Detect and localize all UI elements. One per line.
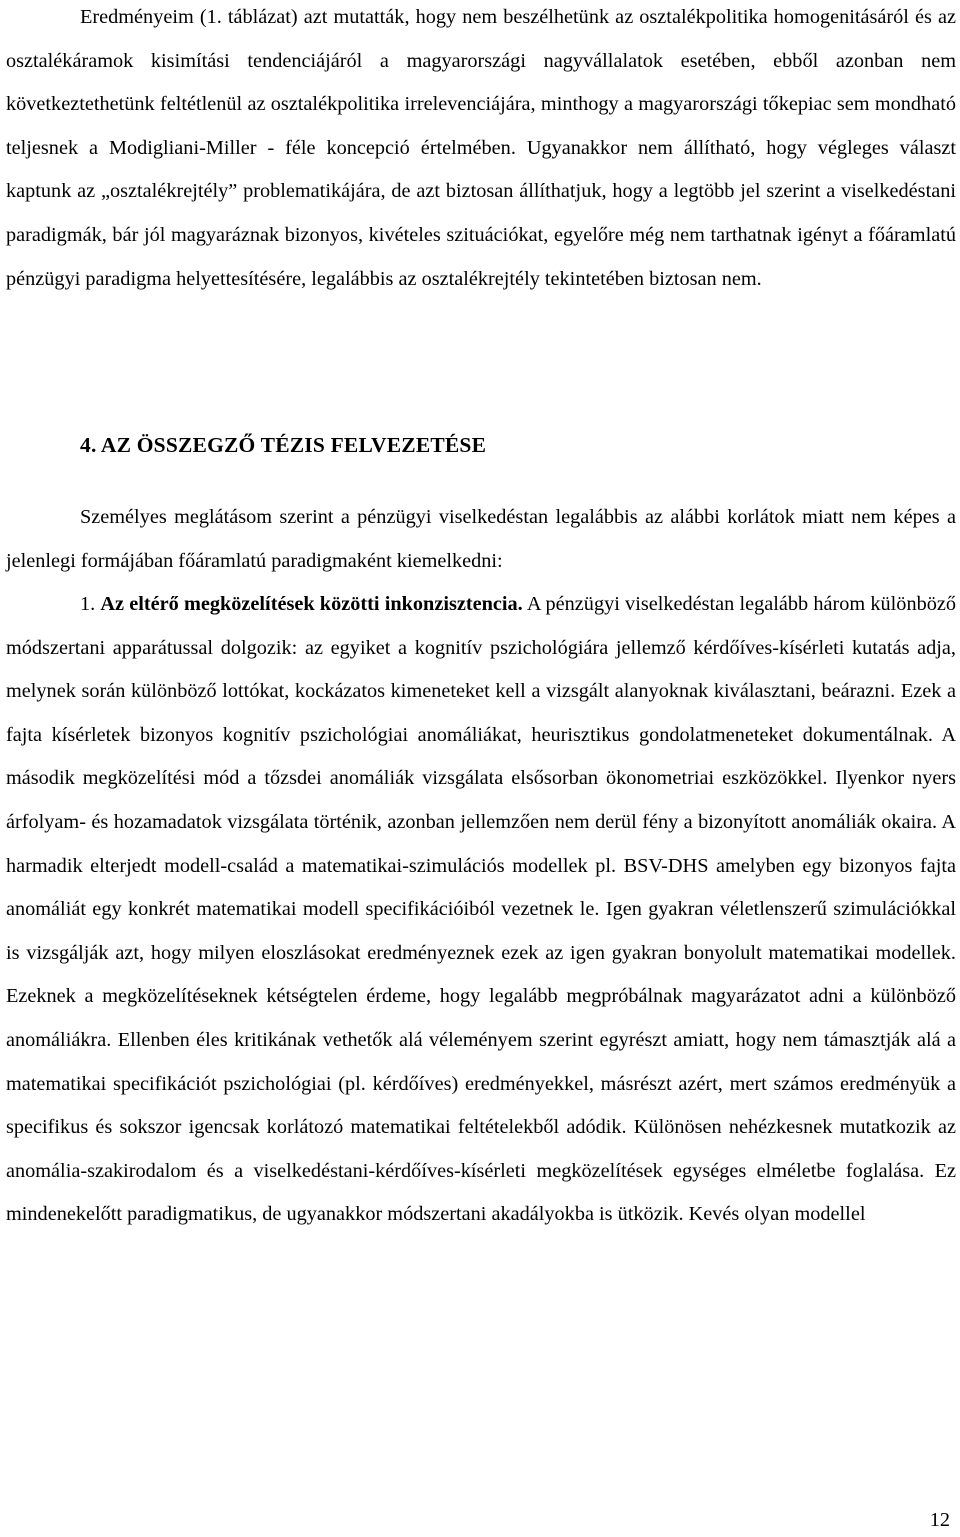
thesis-intro-paragraph: Személyes meglátásom szerint a pénzügyi viselkedéstan legalábbis az alábbi korlátok miatt nem képes a jelenlegi formájában főáramlatú paradigmaként kiemelkedni: — [6, 506, 956, 572]
page-number: 12 — [929, 1509, 950, 1531]
intro-paragraph-text: Eredményeim (1. táblázat) azt mutatták, hogy nem beszélhetünk az osztalékpolitika homogenitásáról és az osztalékáramok kisimítási tendenciájáról a magyarországi nagyvállalatok esetében, ebből azonban nem következtethetünk feltétlenül az osztalékpolitika irrelevenciájára, minthogy a magyarországi tőkepiac sem mondható teljesnek a Modigliani-Miller - féle koncepció értelmében. Ugyanakkor nem állítható, hogy végleges választ kaptunk az „osztalékrejtély” problematikájára, de azt biztosan állíthatjuk, hogy a legtöbb jel szerint a viselkedéstani paradigmák, bár jól magyaráznak bizonyos, kivételes szituációkat, egyelőre még nem tarthatnak igényt a főáramlatú pénzügyi paradigma helyettesítésére, legalábbis az osztalékrejtély tekintetében biztosan nem. — [6, 6, 956, 290]
list-item-number: 1. — [80, 593, 96, 615]
list-item-1 — [6, 583, 956, 1237]
intro-paragraph — [6, 0, 956, 301]
list-item-body: A pénzügyi viselkedéstan legalább három különböző módszertani apparátussal dolgozik: az egyiket a kognitív pszichológiára jellemző kérdőíves-kísérleti kutatás adja, melynek során különböző lottókat, kockázatos kimeneteket kell a vizsgált alanyoknak kiválasztani, beárazni. Ezek a fajta kísérletek bizonyos kognitív pszichológiai anomáliákat, heurisztikus gondolatmeneteket dokumentálnak. A második megközelítési mód a tőzsdei anomáliák vizsgálata elsősorban ökonometriai eszközökkel. Ilyenkor nyers árfolyam- és hozamadatok vizsgálata történik, azonban jellemzően nem derül fény a bizonyított anomáliák okaira. A harmadik elterjedt modell-család a matematikai-szimulációs modellek pl. BSV-DHS amelyben egy bizonyos fajta anomáliát egy konkrét matematikai modell specifikációiból vezetnek le. Igen gyakran véletlenszerű szimulációkkal is vizsgálják azt, hogy milyen eloszlásokat eredményeznek ezek az igen gyakran bonyolult matematikai modellek. Ezeknek a megközelítéseknek kétségtelen érdeme, hogy legalább megpróbálnak magyarázatot adni a különböző anomáliákra. Ellenben éles kritikának vethetők alá véleményem szerint egyrészt amiatt, hogy nem támasztják alá a matematikai specifikációt pszichológiai (pl. kérdőíves) eredményekkel, másrészt azért, mert számos eredményük a specifikus és sokszor igencsak korlátozó matematikai feltételekből adódik. Különösen nehézkesnek mutatkozik az anomália-szakirodalom és a viselkedéstani-kérdőíves-kísérleti megközelítések egységes elméletbe foglalása. Ez mindenekelőtt paradigmatikus, de ugyanakkor módszertani akadályokba is ütközik. Kevés olyan modellel — [6, 593, 957, 1226]
document-page — [6, 0, 957, 1226]
section-heading: 4. AZ ÖSSZEGZŐ TÉZIS FELVEZETÉSE — [80, 433, 487, 457]
list-item-title: Az eltérő megközelítések közötti inkonzisztencia. — [100, 593, 523, 615]
